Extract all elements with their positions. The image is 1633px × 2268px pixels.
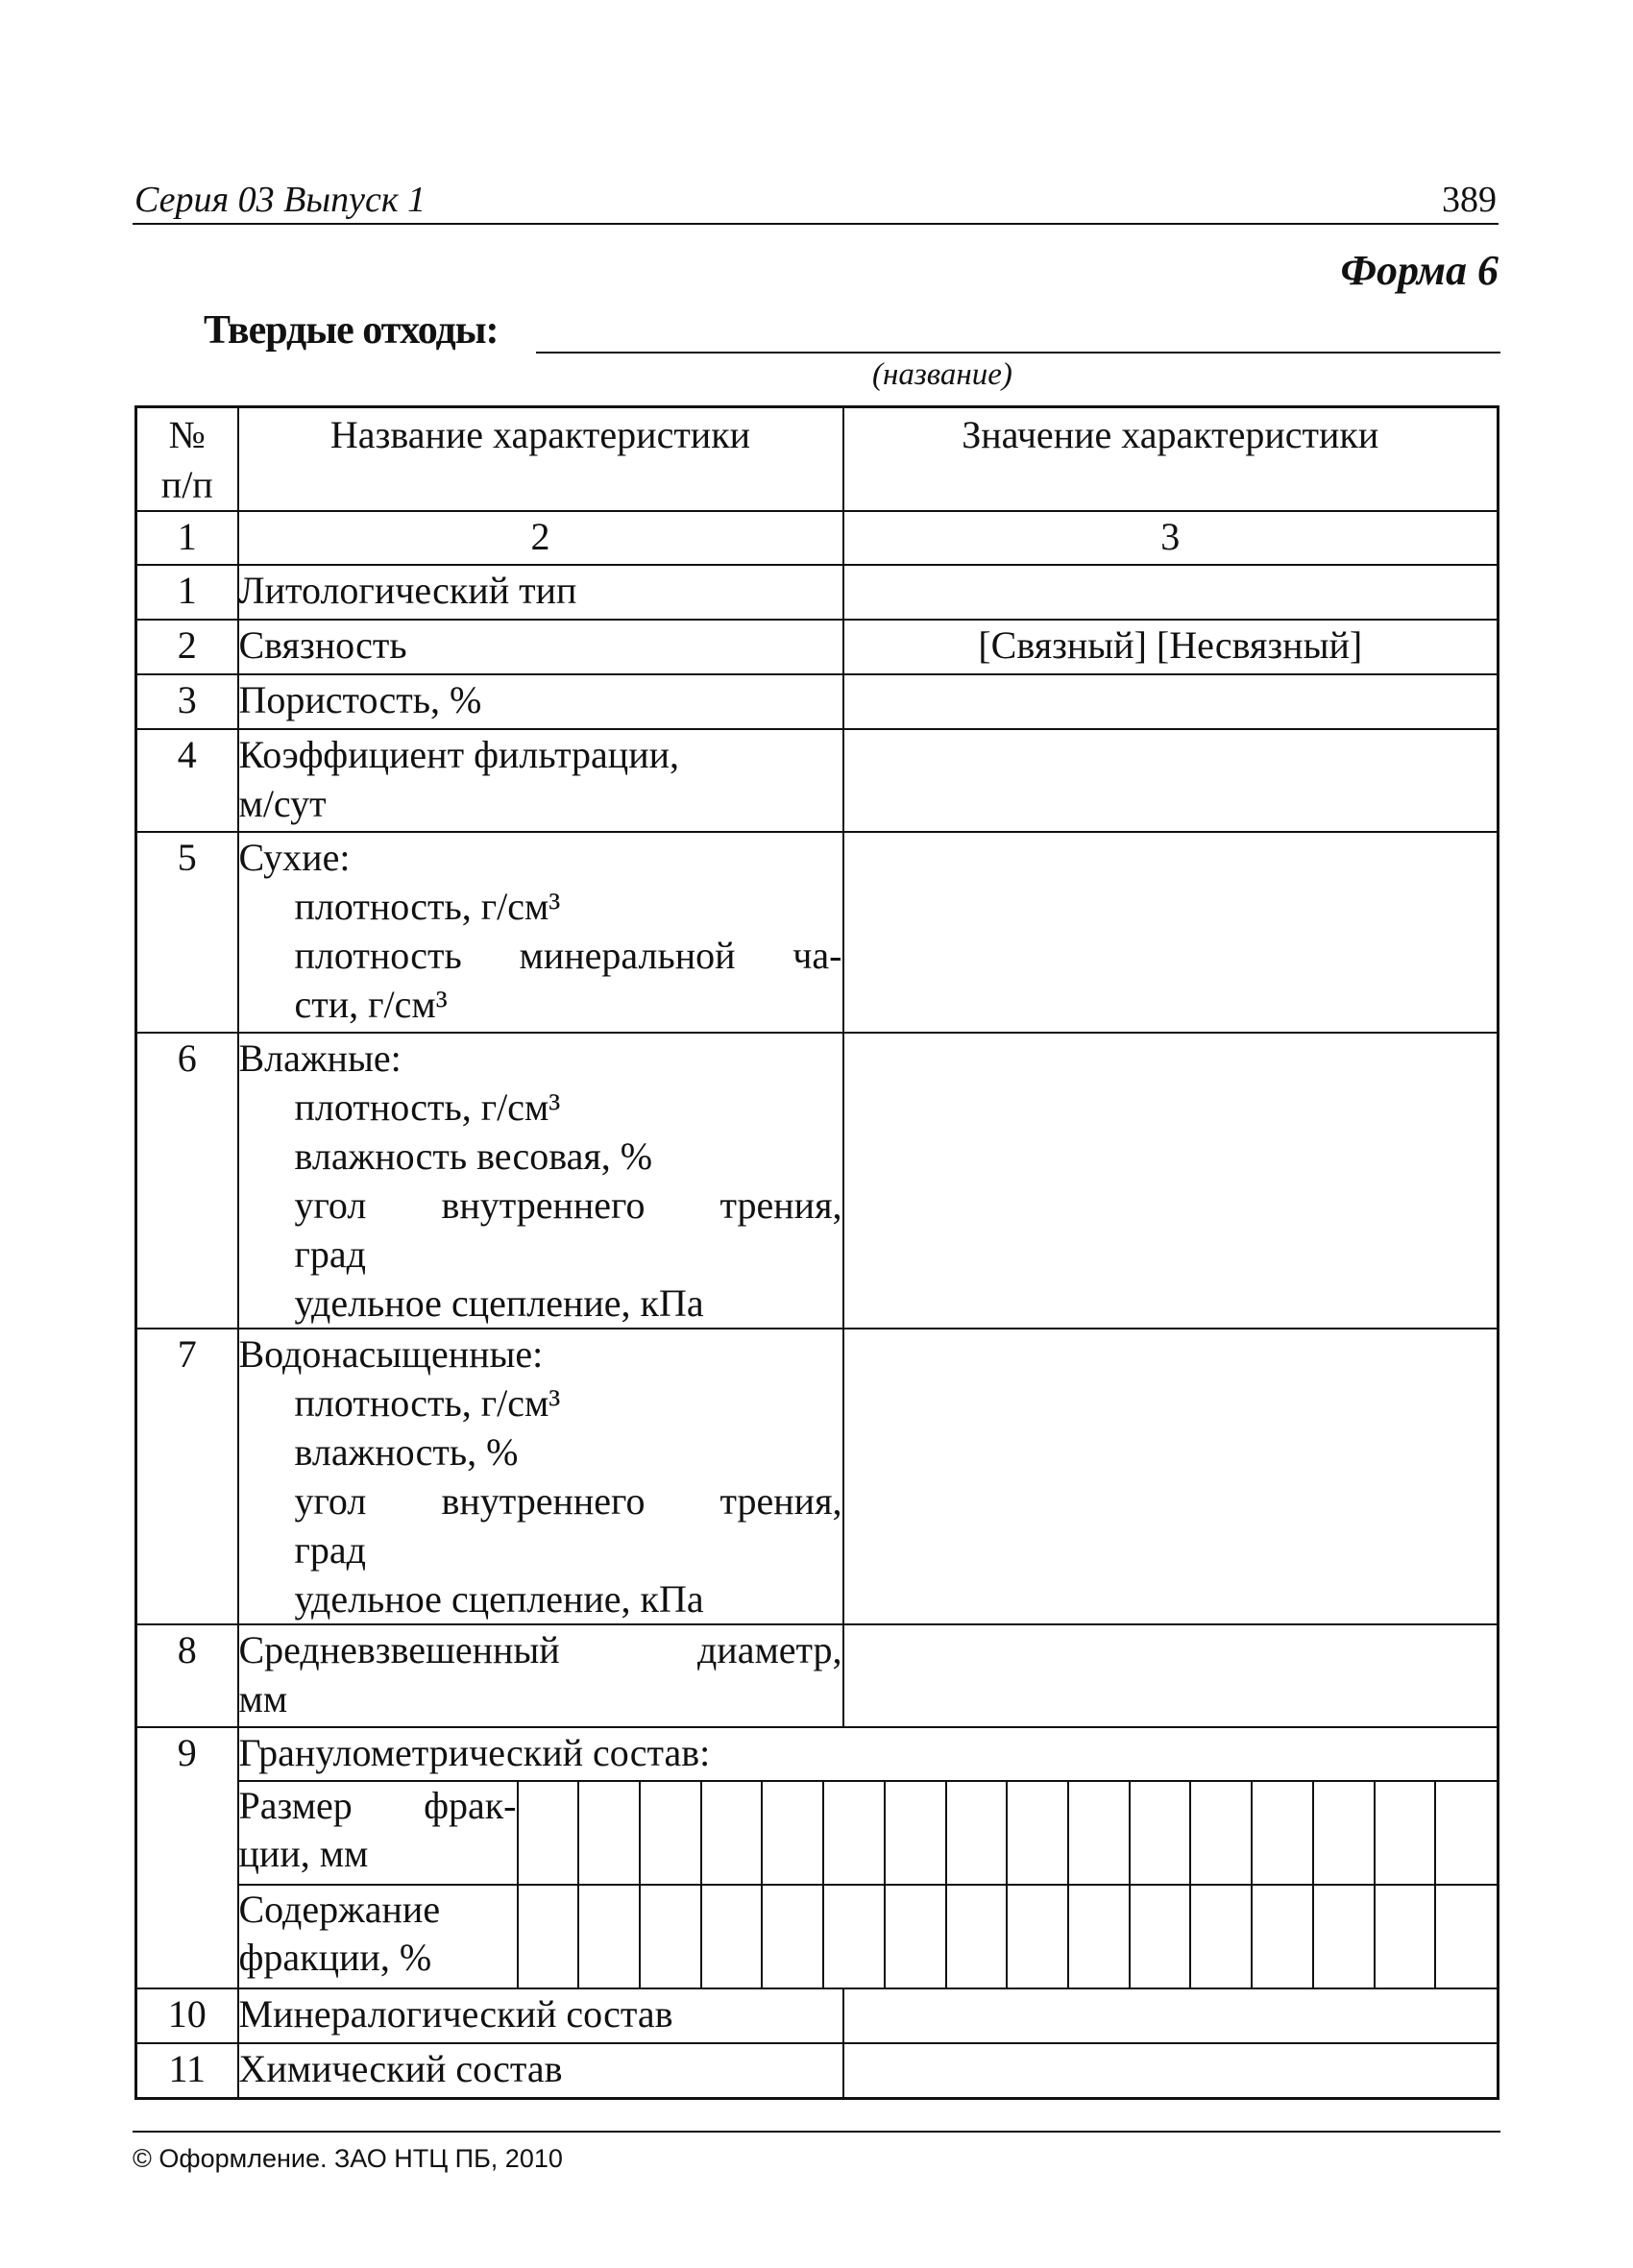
fraction-content-cell[interactable] — [946, 1885, 1008, 1988]
header-num-line: № — [168, 413, 206, 456]
row-name — [238, 1033, 843, 1329]
row-value[interactable] — [843, 1988, 1499, 2043]
col-number: 3 — [843, 511, 1499, 565]
row-sub-item: удельное сцепление, кПа — [294, 1281, 704, 1325]
granulometry-cell — [238, 1781, 1499, 1988]
fraction-content-cell[interactable] — [1130, 1885, 1191, 1988]
col-number: 1 — [136, 511, 238, 565]
row-number: 2 — [136, 620, 238, 674]
row-sub-item: сти, г/см³ — [294, 983, 448, 1026]
row-name-line: мм — [238, 1677, 288, 1720]
header-value: Значение характеристики — [843, 407, 1499, 512]
row-sub-item: удельное сцепление, кПа — [294, 1577, 704, 1621]
fraction-content-label-line: Содержание — [238, 1888, 441, 1931]
row-number: 8 — [136, 1624, 238, 1727]
fraction-size-label — [239, 1782, 518, 1885]
row-name-line: м/сут — [238, 782, 327, 825]
fraction-size-cell[interactable] — [823, 1782, 885, 1885]
row-sub-item-text: угол внутреннего трения, — [294, 1183, 842, 1227]
row-number: 3 — [136, 674, 238, 729]
row-number: 9 — [136, 1727, 238, 1988]
table-row — [136, 2043, 1499, 2098]
row-number: 11 — [136, 2043, 238, 2098]
row-sub-item: плотность, г/см³ — [294, 885, 561, 928]
fraction-size-cell[interactable] — [946, 1782, 1008, 1885]
row-name — [238, 1624, 843, 1727]
row-group-label: Водонасыщенные: — [238, 1332, 544, 1376]
fraction-content-cell[interactable] — [1435, 1885, 1497, 1988]
fraction-content-cell[interactable] — [1068, 1885, 1130, 1988]
fraction-size-cell[interactable] — [578, 1782, 640, 1885]
table-row — [136, 1624, 1499, 1727]
fraction-size-cell[interactable] — [518, 1782, 579, 1885]
fraction-content-cell[interactable] — [1252, 1885, 1313, 1988]
fraction-content-row — [239, 1885, 1498, 1988]
footer-divider — [133, 2131, 1500, 2133]
fraction-content-cell[interactable] — [1007, 1885, 1068, 1988]
fraction-content-cell[interactable] — [823, 1885, 885, 1988]
row-name: Гранулометрический состав: — [238, 1727, 1499, 1781]
row-name: Минералогический состав — [238, 1988, 843, 2043]
fraction-size-cell[interactable] — [1435, 1782, 1497, 1885]
table-row-granulometry — [136, 1727, 1499, 1781]
fraction-size-cell[interactable] — [885, 1782, 946, 1885]
series-label: Серия 03 Выпуск 1 — [134, 180, 427, 220]
page-number: 389 — [1442, 180, 1497, 220]
fraction-content-cell[interactable] — [1313, 1885, 1375, 1988]
table-row — [136, 674, 1499, 729]
fraction-size-label-line: Размер фрак- — [238, 1784, 517, 1827]
fraction-size-cell[interactable] — [1313, 1782, 1375, 1885]
row-sub-item — [239, 1181, 842, 1230]
row-value[interactable] — [843, 565, 1499, 620]
table-row — [136, 1033, 1499, 1329]
title-caption: (название) — [872, 357, 1012, 392]
row-name-line: Средневзвешенный диаметр, — [238, 1628, 842, 1671]
table-header-row — [136, 407, 1499, 512]
form-label: Форма 6 — [1340, 247, 1499, 294]
row-value[interactable]: [Связный] [Несвязный] — [843, 620, 1499, 674]
header-num — [136, 407, 238, 512]
fraction-content-cell[interactable] — [701, 1885, 763, 1988]
header-name: Название характеристики — [238, 407, 843, 512]
fraction-content-cell[interactable] — [1190, 1885, 1252, 1988]
row-sub-item: влажность, % — [294, 1430, 519, 1474]
fraction-content-label-line: фракции, % — [238, 1936, 432, 1979]
row-number: 1 — [136, 565, 238, 620]
row-sub-item: плотность, г/см³ — [294, 1381, 561, 1425]
header-num-line: п/п — [160, 463, 213, 506]
row-name: Литологический тип — [238, 565, 843, 620]
row-number: 10 — [136, 1988, 238, 2043]
fraction-size-row — [239, 1782, 1498, 1885]
fraction-content-cell[interactable] — [762, 1885, 823, 1988]
fraction-size-cell[interactable] — [1007, 1782, 1068, 1885]
fraction-size-cell[interactable] — [1190, 1782, 1252, 1885]
row-number: 5 — [136, 832, 238, 1033]
row-name-line: Коэффициент фильтрации, — [238, 733, 680, 776]
granulometry-grid-row — [136, 1781, 1499, 1988]
copyright-notice: © Оформление. ЗАО НТЦ ПБ, 2010 — [133, 2144, 563, 2173]
row-sub-item — [239, 1476, 842, 1525]
fraction-content-cell[interactable] — [640, 1885, 701, 1988]
fraction-content-cell[interactable] — [578, 1885, 640, 1988]
row-value[interactable] — [843, 832, 1499, 1033]
row-value[interactable] — [843, 729, 1499, 832]
table-row — [136, 620, 1499, 674]
row-sub-item — [239, 931, 842, 980]
fraction-content-cell[interactable] — [1375, 1885, 1436, 1988]
row-name: Пористость, % — [238, 674, 843, 729]
row-name — [238, 1329, 843, 1624]
fraction-size-cell[interactable] — [640, 1782, 701, 1885]
row-sub-item: град — [294, 1528, 367, 1572]
table-row — [136, 565, 1499, 620]
page-title: Твердые отходы: — [204, 308, 499, 353]
table-row — [136, 1988, 1499, 2043]
row-value[interactable] — [843, 1033, 1499, 1329]
row-value[interactable] — [843, 674, 1499, 729]
table-row — [136, 729, 1499, 832]
fraction-size-label-line: ции, мм — [238, 1832, 369, 1875]
column-number-row — [136, 511, 1499, 565]
row-number: 7 — [136, 1329, 238, 1624]
row-value[interactable] — [843, 2043, 1499, 2098]
table-row — [136, 832, 1499, 1033]
row-name: Химический состав — [238, 2043, 843, 2098]
fraction-content-cell[interactable] — [885, 1885, 946, 1988]
row-number: 4 — [136, 729, 238, 832]
row-sub-item: плотность, г/см³ — [294, 1085, 561, 1129]
fraction-size-cell[interactable] — [1252, 1782, 1313, 1885]
title-fill-line — [536, 352, 1500, 354]
row-group-label: Сухие: — [238, 836, 351, 879]
row-number: 6 — [136, 1033, 238, 1329]
row-value[interactable] — [843, 1329, 1499, 1624]
row-sub-item-text: плотность минеральной ча- — [294, 934, 842, 977]
running-head — [133, 173, 1499, 225]
row-group-label: Влажные: — [238, 1036, 402, 1080]
row-sub-item: влажность весовая, % — [294, 1134, 653, 1178]
fraction-size-cell[interactable] — [762, 1782, 823, 1885]
row-sub-item-text: угол внутреннего трения, — [294, 1479, 842, 1523]
fraction-content-cell[interactable] — [518, 1885, 579, 1988]
row-name — [238, 729, 843, 832]
table-row — [136, 1329, 1499, 1624]
granulometry-grid — [239, 1782, 1498, 1988]
fraction-size-cell[interactable] — [1068, 1782, 1130, 1885]
fraction-size-cell[interactable] — [1130, 1782, 1191, 1885]
row-name: Связность — [238, 620, 843, 674]
fraction-size-cell[interactable] — [1375, 1782, 1436, 1885]
fraction-content-label — [239, 1885, 518, 1988]
row-value[interactable] — [843, 1624, 1499, 1727]
characteristics-table — [134, 405, 1499, 2100]
col-number: 2 — [238, 511, 843, 565]
row-sub-item: град — [294, 1232, 367, 1276]
fraction-size-cell[interactable] — [701, 1782, 763, 1885]
row-name — [238, 832, 843, 1033]
